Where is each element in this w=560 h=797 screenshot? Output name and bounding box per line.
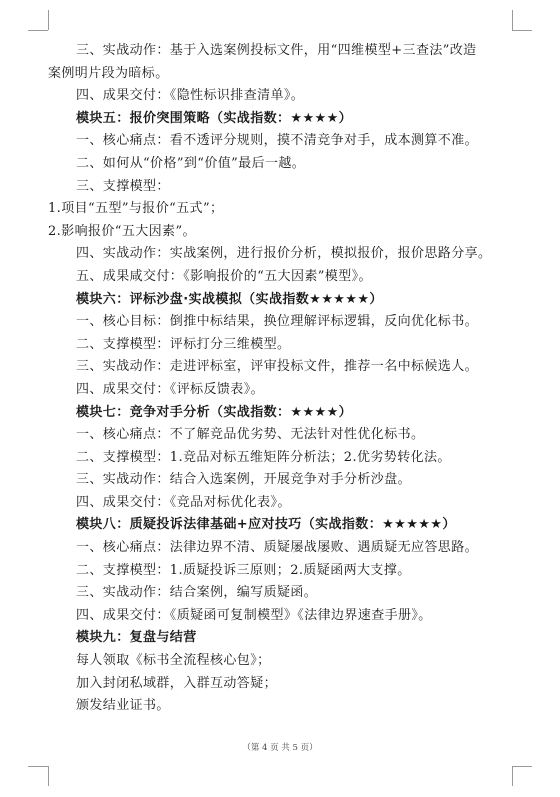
text-line: 一、核心痛点：不了解竞品优劣势、无法针对性优化标书。 [76,427,425,443]
crop-mark-bottom-right-v [512,766,513,786]
text-line: 三、实战动作：结合入选案例，开展竞争对手分析沙盘。 [76,472,412,488]
text-line: 1.项目“五型”与报价“五式”； [48,201,224,217]
text-line: 一、核心目标：倒推中标结果，换位理解评标逻辑，反向优化标书。 [76,314,479,330]
crop-mark-top-right-h [512,30,532,31]
text-line: 四、成果交付：《质疑函可复制模型》《法律边界速查手册》。 [76,607,432,623]
text-line: 四、成果交付：《竞品对标优化表》。 [76,494,291,510]
crop-mark-bottom-left-v [48,766,49,786]
crop-mark-top-right-v [512,10,513,30]
text-line: 三、实战动作：基于入选案例投标文件，用“四维模型+三查法”改造 [76,43,477,58]
text-line: 一、核心痛点：法律边界不清、质疑屡战屡败、遇质疑无应答思路。 [76,540,479,556]
text-line: 一、核心痛点：看不透评分规则，摸不清竞争对手，成本测算不准。 [76,133,479,149]
crop-mark-bottom-right-h [512,766,532,767]
page-footer: （第 4 页 共 5 页） [242,743,318,753]
text-line: 四、成果交付：《隐性标识排查清单》。 [76,88,305,104]
document-body [48,40,508,718]
module-heading: 模块六：评标沙盘·实战模拟（实战指数★★★★★） [76,291,383,307]
text-line: 五、成果咸交付：《影响报价的“五大因素”模型》。 [76,268,372,284]
text-line: 三、实战动作：走进评标室，评审投标文件，推荐一名中标候选人。 [76,359,479,375]
module-heading: 模块八：质疑投诉法律基础+应对技巧（实战指数：★★★★★） [76,517,456,533]
text-line: 四、实战动作：实战案例，进行报价分析，模拟报价，报价思路分享。 [76,246,492,262]
module-heading: 模块七：竞争对手分析（实战指数：★★★★） [76,404,353,420]
module-heading: 模块九：复盘与结营 [76,630,197,646]
text-line: 二、支撑模型：1.竞品对标五维矩阵分析法；2.优劣势转化法。 [76,449,451,465]
crop-mark-top-left-h [28,30,48,31]
module-heading: 模块五：报价突围策略（实战指数：★★★★） [76,110,353,126]
text-line: 三、支撑模型： [76,178,170,194]
text-line: 三、实战动作：结合案例，编写质疑函。 [76,585,318,601]
text-line: 二、支撑模型：评标打分三维模型。 [76,336,291,352]
text-line: 二、支撑模型：1.质疑投诉三原则；2.质疑函两大支撑。 [76,562,411,578]
crop-mark-bottom-left-h [28,766,48,767]
text-line: 四、成果交付：《评标反馈表》。 [76,381,265,397]
text-line: 二、如何从“价格”到“价值”最后一越。 [76,155,306,171]
text-line: 颁发结业证书。 [76,698,170,714]
text-line: 2.影响报价“五大因素”。 [48,223,196,239]
text-line: 每人领取《标书全流程核心包》； [76,653,271,669]
text-line: 案例明片段为暗标。 [48,65,169,81]
text-line: 加入封闭私域群，入群互动答疑； [76,675,278,691]
crop-mark-top-left-v [48,10,49,30]
